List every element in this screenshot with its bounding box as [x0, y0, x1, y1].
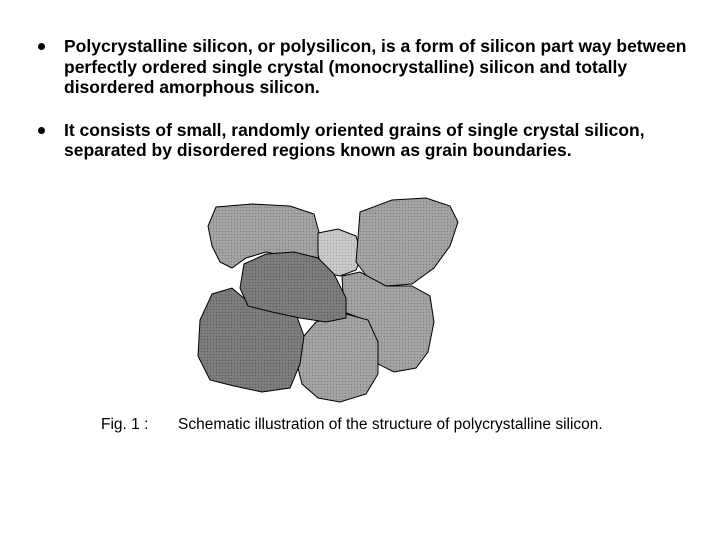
bullet-item [36, 36, 696, 98]
bullet-dot-icon [38, 43, 45, 50]
grain [356, 198, 458, 286]
bullet-dot-icon [38, 127, 45, 134]
bullet-item [36, 120, 696, 161]
bullet-text: Polycrystalline silicon, or polysilicon, is a form of silicon part way between perfectly ordered single crystal (monocrystalline) silicon and totally disordered amorphous silicon. [64, 36, 687, 97]
figure-caption-number: Fig. 1 : [101, 416, 149, 433]
bullet-list [36, 36, 696, 183]
figure-caption-text: Schematic illustration of the structure of polycrystalline silicon. [178, 416, 603, 433]
grain [296, 314, 378, 402]
bullet-text: It consists of small, randomly oriented grains of single crystal silicon, separated by disordered regions known as grain boundaries. [64, 119, 645, 160]
polysilicon-grains-figure [190, 196, 460, 404]
